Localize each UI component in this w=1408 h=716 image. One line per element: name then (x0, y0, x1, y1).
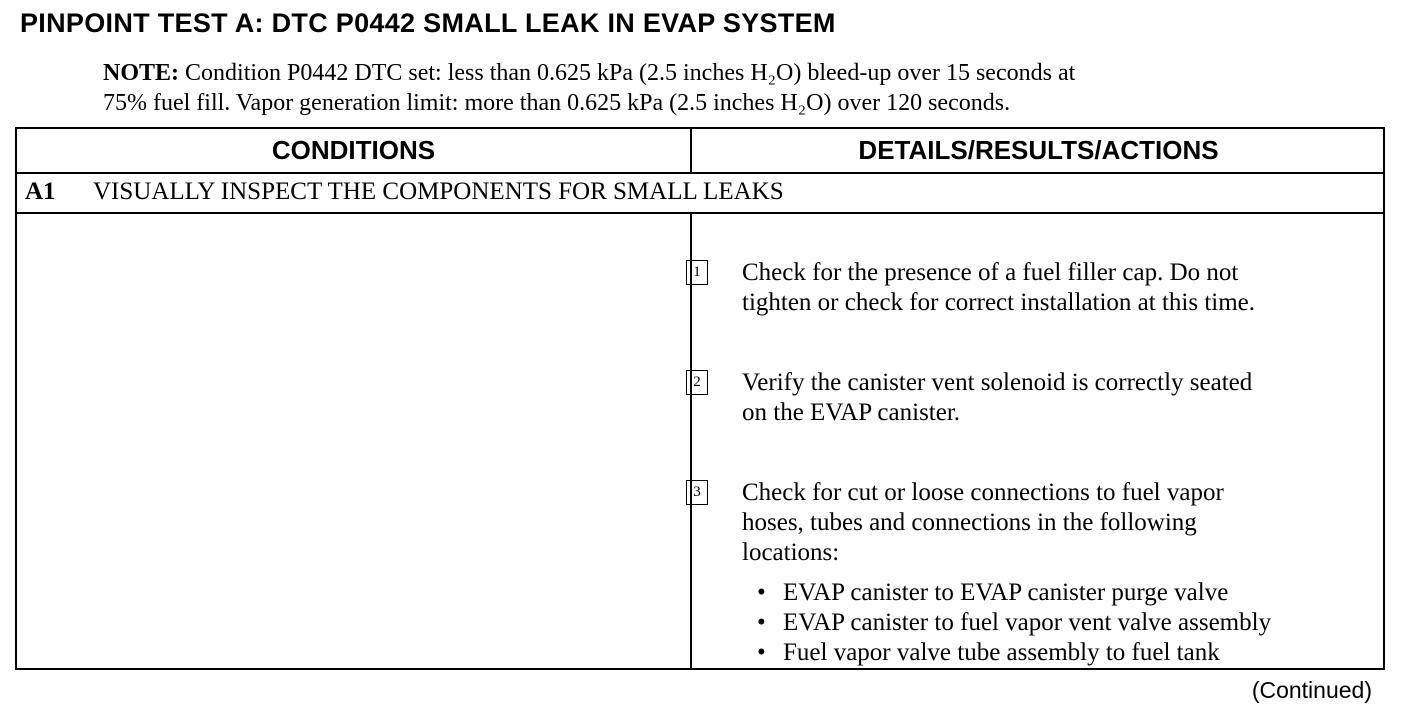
conditions-header: CONDITIONS (271, 135, 436, 165)
action-text (742, 478, 1362, 568)
list-item (757, 578, 1271, 608)
header-divider (17, 172, 1383, 174)
action-text-line: tighten or check for correct installation at this time. (742, 289, 1256, 316)
step-id: A1 (25, 178, 56, 205)
action-text-line: locations: (742, 539, 840, 566)
bullet-mark: • (757, 639, 766, 666)
list-item (757, 638, 1271, 668)
page-title: PINPOINT TEST A: DTC P0442 SMALL LEAK IN EVAP SYSTEM (20, 8, 836, 38)
action-text (742, 258, 1362, 318)
column-divider (690, 129, 692, 172)
location-list (757, 578, 1271, 668)
continued-label: (Continued) (1251, 677, 1372, 703)
list-item (757, 608, 1271, 638)
action-text-line: Verify the canister vent solenoid is correctly seated (742, 369, 1253, 396)
details-header: DETAILS/RESULTS/ACTIONS (858, 135, 1219, 165)
step-number-box: 3 (686, 480, 708, 505)
note-line-1 (103, 58, 1343, 88)
action-text-line: hoses, tubes and connections in the following (742, 509, 1197, 536)
note-text-1: Condition P0442 DTC set: less than 0.625 kPa (2.5 inches H₂O) bleed-up over 15 seconds at (185, 60, 1076, 86)
bullet-mark: • (757, 609, 766, 636)
step-divider (17, 212, 1383, 214)
note-text-2: 75% fuel fill. Vapor generation limit: more than 0.625 kPa (2.5 inches H₂O) over 120 seconds. (103, 90, 1011, 116)
step-title: VISUALLY INSPECT THE COMPONENTS FOR SMALL LEAKS (93, 178, 784, 205)
action-text (742, 368, 1362, 428)
step-row (25, 178, 784, 206)
action-text-line: Check for cut or loose connections to fuel vapor (742, 479, 1224, 506)
note (103, 58, 1343, 118)
list-item-text: EVAP canister to EVAP canister purge valve (783, 579, 1229, 606)
action-text-line: on the EVAP canister. (742, 399, 961, 426)
list-item-text: EVAP canister to fuel vapor vent valve assembly (783, 609, 1272, 636)
action-text-line: Check for the presence of a fuel filler cap. Do not (742, 259, 1239, 286)
step-number-box: 1 (686, 260, 708, 285)
list-item-text: Fuel vapor valve tube assembly to fuel tank (783, 639, 1220, 666)
bullet-mark: • (757, 579, 766, 606)
step-number-box: 2 (686, 370, 708, 395)
note-label: NOTE: (103, 60, 180, 86)
